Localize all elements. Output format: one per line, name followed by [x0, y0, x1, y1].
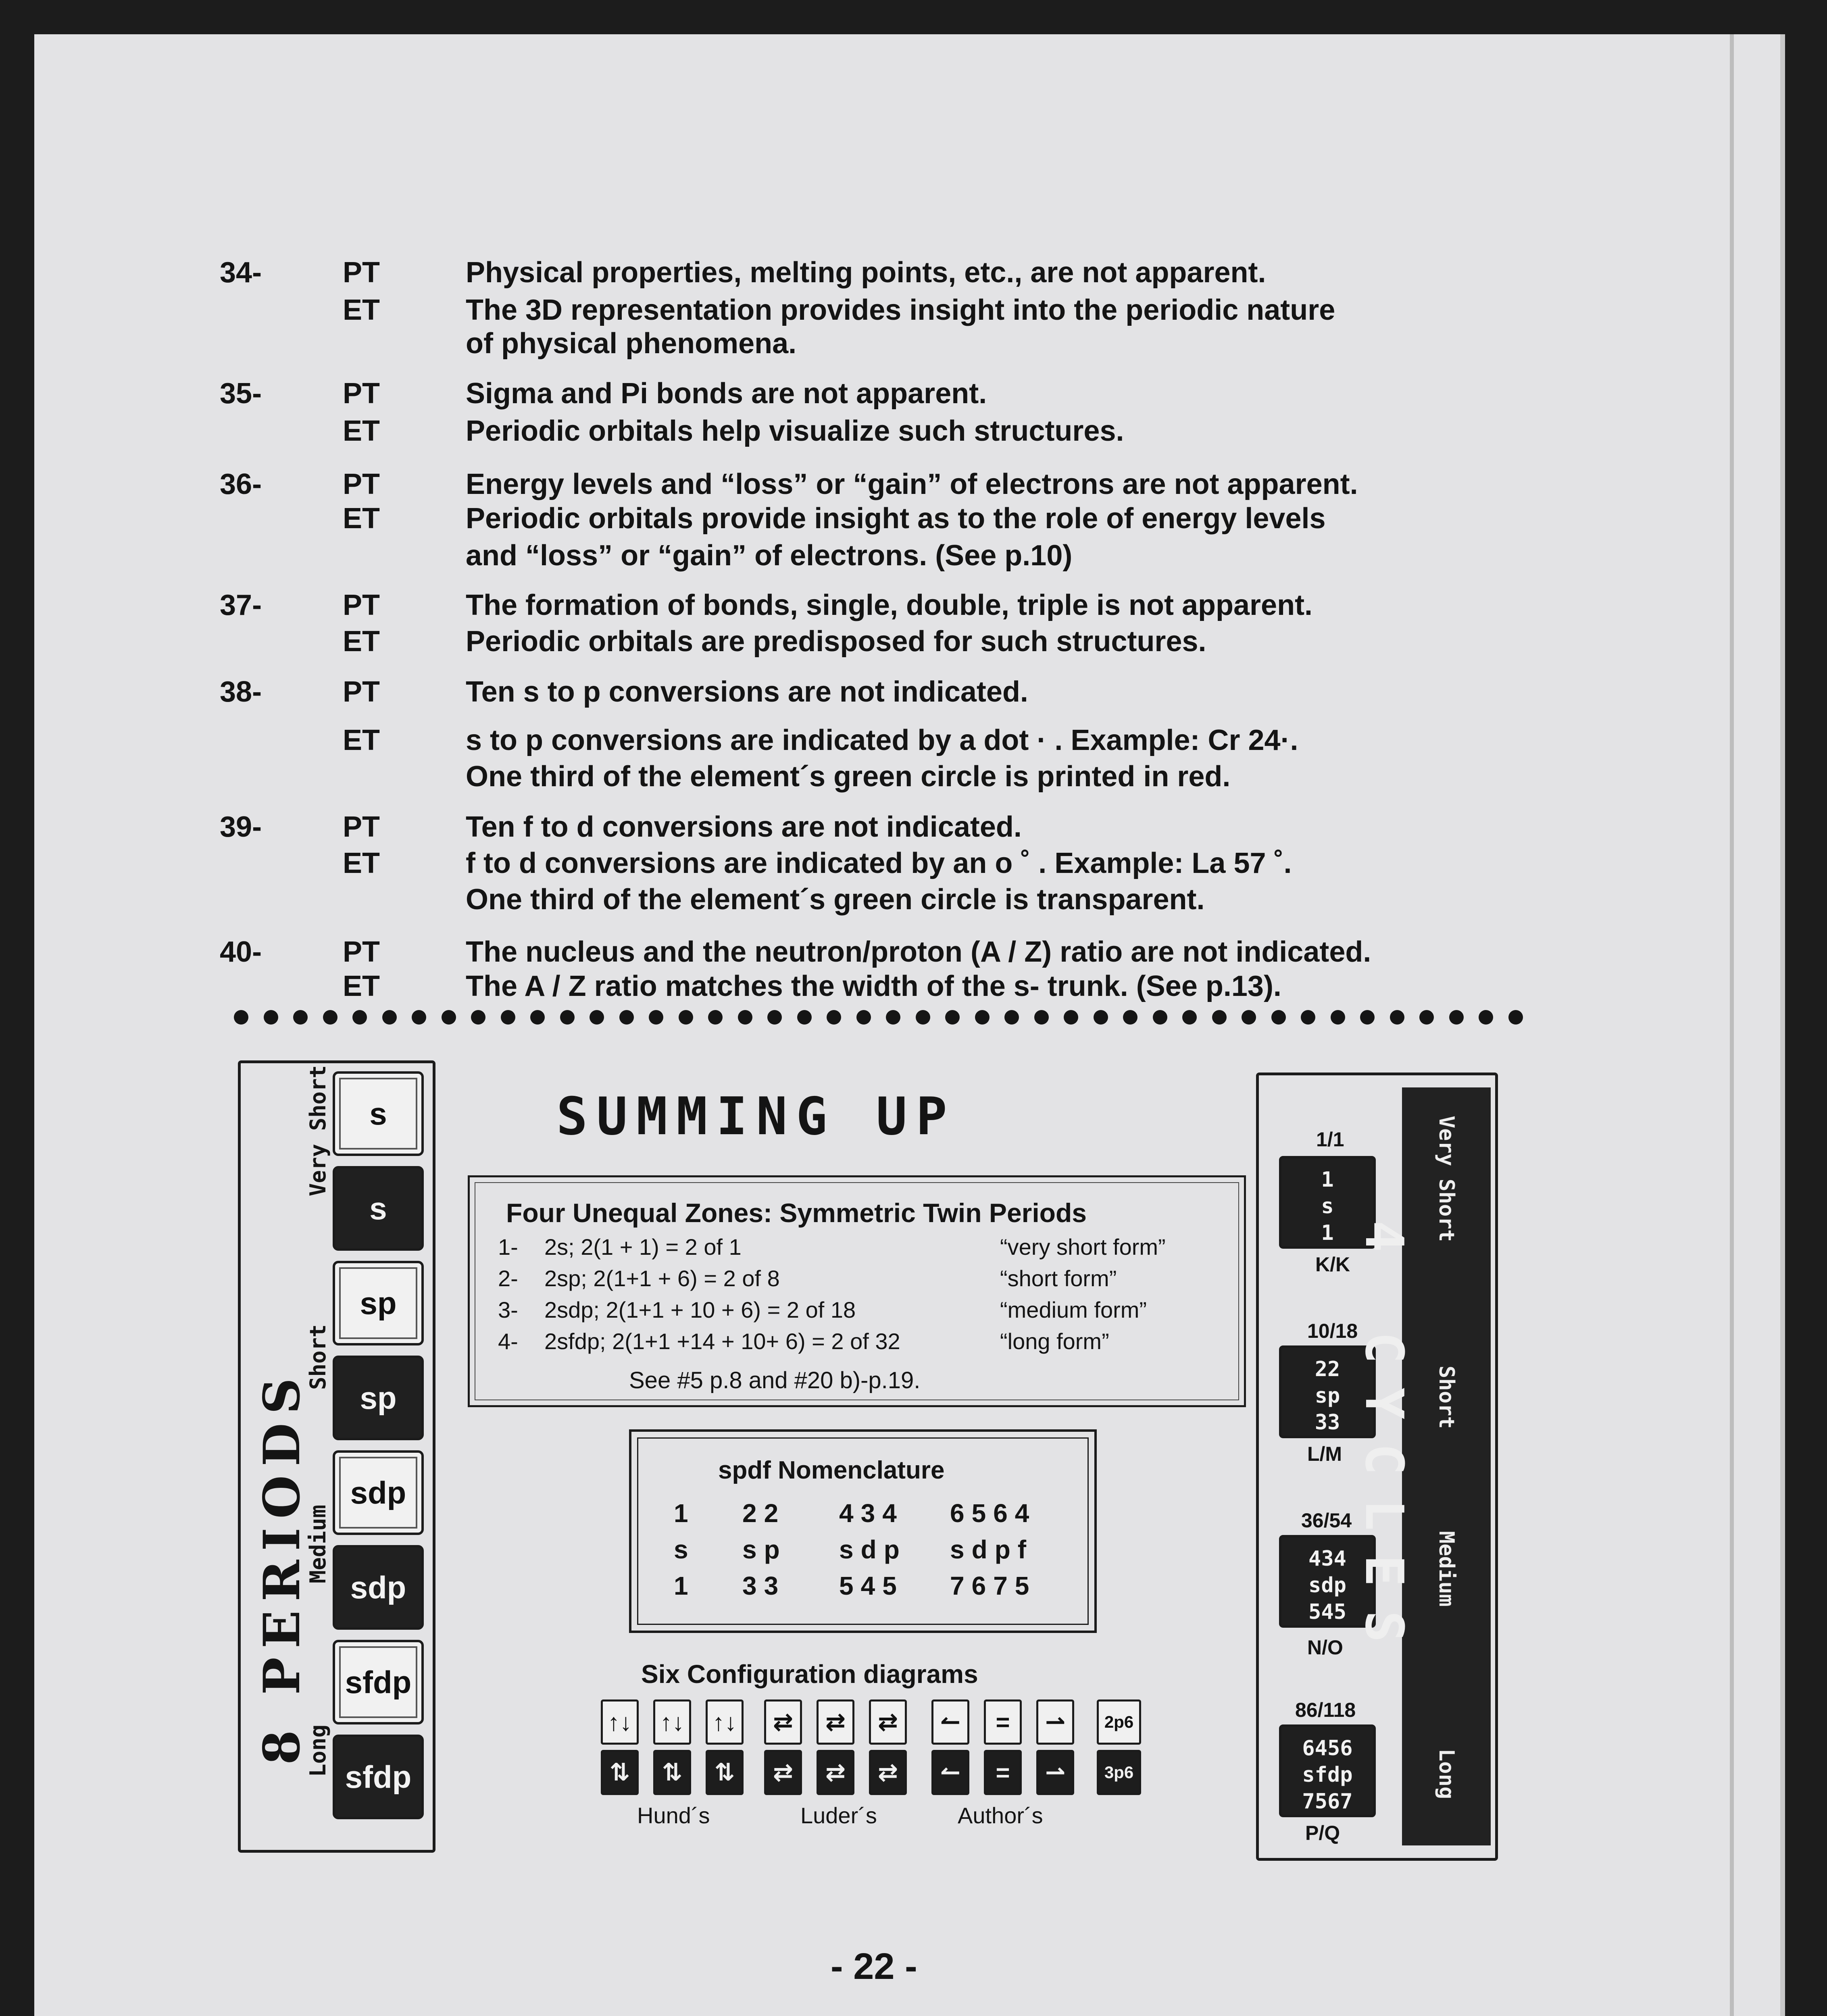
item-et-text: The 3D representation provides insight into the periodic nature	[466, 294, 1335, 326]
period-box: sfdp	[333, 1735, 424, 1819]
divider-dot	[590, 1010, 604, 1025]
divider-dot	[1331, 1010, 1345, 1025]
author-arrow-icon: ⇀	[1036, 1699, 1074, 1745]
divider-dot	[797, 1010, 812, 1025]
spdf-cell: 1	[674, 1499, 696, 1528]
cycle-box-line: 1	[1321, 1168, 1334, 1192]
zones-title: Four Unequal Zones: Symmetric Twin Periods	[506, 1198, 1087, 1228]
divider-dot	[293, 1010, 308, 1025]
zone-number: 1-	[498, 1234, 518, 1260]
item-pt-tag: PT	[343, 377, 380, 410]
book-spine	[1730, 34, 1734, 2016]
zone-form: “short form”	[1000, 1266, 1117, 1291]
divider-dot	[1182, 1010, 1197, 1025]
hund-arrow-icon: ↑↓	[601, 1699, 639, 1745]
spdf-cell: s	[674, 1535, 696, 1564]
hund-arrow-icon: ↑↓	[653, 1699, 691, 1745]
item-et-tag: ET	[343, 415, 380, 447]
divider-dot	[1094, 1010, 1108, 1025]
author-arrow-icon: ↼	[931, 1699, 969, 1745]
item-pt-text: The nucleus and the neutron/proton (A / Z) ratio are not indicated.	[466, 936, 1371, 968]
cycle-ratio-label: 36/54	[1301, 1509, 1352, 1532]
cycle-ratio-label: 1/1	[1316, 1128, 1344, 1151]
spdf-cell: 33	[742, 1571, 786, 1600]
spdf-cell: 545	[839, 1571, 904, 1600]
zone-formula: 2sdp; 2(1+1 + 10 + 6) = 2 of 18	[544, 1297, 856, 1322]
divider-dot	[1271, 1010, 1286, 1025]
config-3p6-box: 3p6	[1097, 1750, 1141, 1795]
divider-dot	[264, 1010, 278, 1025]
spdf-nomenclature-box	[629, 1429, 1097, 1633]
divider-dot	[886, 1010, 900, 1025]
hund-arrow-icon: ⇅	[706, 1750, 744, 1795]
config-2p6-box: 2p6	[1097, 1699, 1141, 1745]
cycle-shell-label: L/M	[1307, 1443, 1342, 1465]
hund-arrow-icon: ⇅	[601, 1750, 639, 1795]
config-title: Six Configuration diagrams	[641, 1660, 978, 1689]
item-et-text: Periodic orbitals provide insight as to the role of energy levels	[466, 502, 1326, 535]
divider-dot	[412, 1010, 426, 1025]
periods-label-very-short: Very Short	[305, 1065, 331, 1196]
zones-box	[468, 1175, 1246, 1407]
divider-dot	[234, 1010, 248, 1025]
divider-dot	[827, 1010, 841, 1025]
hund-arrow-icon: ↑↓	[706, 1699, 744, 1745]
cycle-box-line: 22	[1315, 1357, 1340, 1381]
item-et-text: One third of the element´s green circle is printed in red.	[466, 760, 1231, 793]
divider-dot	[352, 1010, 367, 1025]
cycle-shell-label: K/K	[1315, 1253, 1350, 1276]
item-et-tag: ET	[343, 724, 380, 756]
item-et-text: s to p conversions are indicated by a dot · . Example: Cr 24·.	[466, 724, 1298, 756]
spdf-cell: sdpf	[950, 1535, 1034, 1564]
divider-dot	[856, 1010, 871, 1025]
cycle-box-line: sp	[1315, 1384, 1340, 1408]
periods-title: 8 PERIODS	[253, 1369, 311, 1765]
item-et-text: and “loss” or “gain” of electrons. (See p.10)	[466, 539, 1073, 572]
cycles-title: 4 CYCLES	[1354, 1220, 1415, 1667]
dotted-divider	[234, 1010, 1520, 1028]
divider-dot	[738, 1010, 752, 1025]
spdf-title: spdf Nomenclature	[718, 1456, 945, 1484]
period-box: sp	[333, 1261, 424, 1345]
summing-up-title: SUMMING UP	[556, 1087, 956, 1147]
item-number: 38-	[220, 676, 262, 708]
divider-dot	[1508, 1010, 1523, 1025]
divider-dot	[1123, 1010, 1137, 1025]
zone-form: “very short form”	[1000, 1234, 1166, 1260]
luder-arrow-icon: ⇄	[764, 1699, 802, 1745]
spdf-cell: 22	[742, 1499, 786, 1528]
divider-dot	[708, 1010, 723, 1025]
item-pt-tag: PT	[343, 256, 380, 289]
period-box: sdp	[333, 1450, 424, 1535]
cycles-vertical-bar	[1354, 1087, 1491, 1845]
divider-dot	[1390, 1010, 1404, 1025]
spdf-cell: 7675	[950, 1571, 1037, 1600]
cycle-box-line: 1	[1321, 1221, 1334, 1245]
luder-arrow-icon: ⇄	[869, 1699, 907, 1745]
item-pt-text: Sigma and Pi bonds are not apparent.	[466, 377, 987, 410]
spdf-cell: sdp	[839, 1535, 907, 1564]
zone-formula: 2s; 2(1 + 1) = 2 of 1	[544, 1234, 742, 1260]
divider-dot	[1212, 1010, 1227, 1025]
cycle-box-line: 434	[1308, 1547, 1346, 1571]
item-et-tag: ET	[343, 294, 380, 326]
zone-form: “long form”	[1000, 1329, 1109, 1354]
periods-panel	[238, 1060, 435, 1853]
divider-dot	[767, 1010, 782, 1025]
item-pt-text: The formation of bonds, single, double, triple is not apparent.	[466, 589, 1313, 621]
divider-dot	[1360, 1010, 1375, 1025]
divider-dot	[649, 1010, 663, 1025]
period-box: s	[333, 1166, 424, 1251]
divider-dot	[560, 1010, 575, 1025]
item-number: 39-	[220, 811, 262, 843]
hund-arrow-icon: ⇅	[653, 1750, 691, 1795]
cycle-box-line: sfdp	[1302, 1763, 1353, 1787]
spdf-cell: sp	[742, 1535, 787, 1564]
period-box: sdp	[333, 1545, 424, 1630]
divider-dot	[916, 1010, 930, 1025]
divider-dot	[679, 1010, 693, 1025]
item-pt-text: Energy levels and “loss” or “gain” of electrons are not apparent.	[466, 468, 1358, 500]
item-et-tag: ET	[343, 970, 380, 1002]
item-pt-text: Ten f to d conversions are not indicated.	[466, 811, 1022, 843]
luder-arrow-icon: ⇄	[764, 1750, 802, 1795]
cycles-label-long: Long	[1434, 1749, 1458, 1799]
luder-arrow-icon: ⇄	[869, 1750, 907, 1795]
divider-dot	[1242, 1010, 1256, 1025]
item-number: 37-	[220, 589, 262, 621]
period-box: s	[333, 1071, 424, 1156]
divider-dot	[945, 1010, 960, 1025]
divider-dot	[1004, 1010, 1019, 1025]
period-box: sp	[333, 1356, 424, 1440]
luder-arrow-icon: ⇄	[817, 1699, 854, 1745]
divider-dot	[619, 1010, 634, 1025]
cycle-ratio-label: 86/118	[1295, 1699, 1356, 1721]
author-equal-icon: =	[984, 1699, 1022, 1745]
luder-arrow-icon: ⇄	[817, 1750, 854, 1795]
cycle-shell-label: N/O	[1307, 1636, 1343, 1659]
page-number: - 22 -	[831, 1946, 917, 1987]
config-label-luder: Luder´s	[800, 1803, 877, 1828]
zones-see-note: See #5 p.8 and #20 b)-p.19.	[629, 1367, 921, 1393]
item-et-text: of physical phenomena.	[466, 327, 797, 360]
zone-number: 3-	[498, 1297, 518, 1322]
cycle-shell-label: P/Q	[1305, 1822, 1340, 1844]
item-number: 34-	[220, 256, 262, 289]
item-et-text: f to d conversions are indicated by an o ˚ . Example: La 57 ˚.	[466, 847, 1292, 879]
cycles-panel	[1256, 1073, 1498, 1861]
item-pt-tag: PT	[343, 936, 380, 968]
item-pt-text: Ten s to p conversions are not indicated.	[466, 676, 1028, 708]
item-pt-tag: PT	[343, 589, 380, 621]
zone-number: 2-	[498, 1266, 518, 1291]
divider-dot	[442, 1010, 456, 1025]
divider-dot	[1449, 1010, 1464, 1025]
item-pt-tag: PT	[343, 468, 380, 500]
zone-formula: 2sfdp; 2(1+1 +14 + 10+ 6) = 2 of 32	[544, 1329, 900, 1354]
divider-dot	[471, 1010, 485, 1025]
item-et-tag: ET	[343, 502, 380, 535]
item-pt-text: Physical properties, melting points, etc., are not apparent.	[466, 256, 1266, 289]
period-box: sfdp	[333, 1640, 424, 1724]
divider-dot	[323, 1010, 337, 1025]
item-pt-tag: PT	[343, 811, 380, 843]
item-et-tag: ET	[343, 847, 380, 879]
cycle-box-line: s	[1321, 1194, 1334, 1218]
item-et-text: One third of the element´s green circle is transparent.	[466, 883, 1205, 916]
cycle-ratio-label: 10/18	[1307, 1320, 1358, 1342]
divider-dot	[1301, 1010, 1315, 1025]
item-et-text: Periodic orbitals are predisposed for such structures.	[466, 625, 1206, 658]
item-et-tag: ET	[343, 625, 380, 658]
cycles-label-short: Short	[1434, 1366, 1458, 1429]
zone-formula: 2sp; 2(1+1 + 6) = 2 of 8	[544, 1266, 780, 1291]
cycle-box-line: 33	[1315, 1410, 1340, 1435]
periods-label-medium: Medium	[305, 1504, 331, 1583]
cycle-box-line: 545	[1308, 1600, 1346, 1624]
spdf-cell: 1	[674, 1571, 696, 1600]
divider-dot	[382, 1010, 397, 1025]
cycle-box-line: 6456	[1302, 1736, 1353, 1760]
item-number: 36-	[220, 468, 262, 500]
divider-dot	[1034, 1010, 1049, 1025]
config-label-author: Author´s	[958, 1803, 1043, 1828]
spdf-cell: 434	[839, 1499, 904, 1528]
spdf-cell: 6564	[950, 1499, 1037, 1528]
item-et-text: Periodic orbitals help visualize such structures.	[466, 415, 1124, 447]
divider-dot	[1419, 1010, 1434, 1025]
periods-label-short: Short	[305, 1324, 331, 1390]
divider-dot	[1153, 1010, 1167, 1025]
cycle-box-line: sdp	[1308, 1573, 1346, 1597]
item-number: 40-	[220, 936, 262, 968]
cycle-box-line: 7567	[1302, 1789, 1353, 1814]
cycles-label-very-short: Very Short	[1434, 1116, 1458, 1242]
cycles-label-medium: Medium	[1434, 1531, 1458, 1607]
cycle-box	[1279, 1724, 1376, 1817]
divider-dot	[1479, 1010, 1493, 1025]
item-et-text: The A / Z ratio matches the width of the s- trunk. (See p.13).	[466, 970, 1281, 1002]
divider-dot	[530, 1010, 545, 1025]
author-equal-icon: =	[984, 1750, 1022, 1795]
periods-vertical-label	[249, 1063, 329, 1849]
zone-number: 4-	[498, 1329, 518, 1354]
periods-label-long: Long	[305, 1724, 331, 1777]
author-arrow-icon: ⇀	[1036, 1750, 1074, 1795]
author-arrow-icon: ↼	[931, 1750, 969, 1795]
item-pt-tag: PT	[343, 676, 380, 708]
config-label-hund: Hund´s	[637, 1803, 710, 1828]
zone-form: “medium form”	[1000, 1297, 1147, 1322]
divider-dot	[501, 1010, 515, 1025]
item-number: 35-	[220, 377, 262, 410]
divider-dot	[1064, 1010, 1078, 1025]
divider-dot	[975, 1010, 990, 1025]
